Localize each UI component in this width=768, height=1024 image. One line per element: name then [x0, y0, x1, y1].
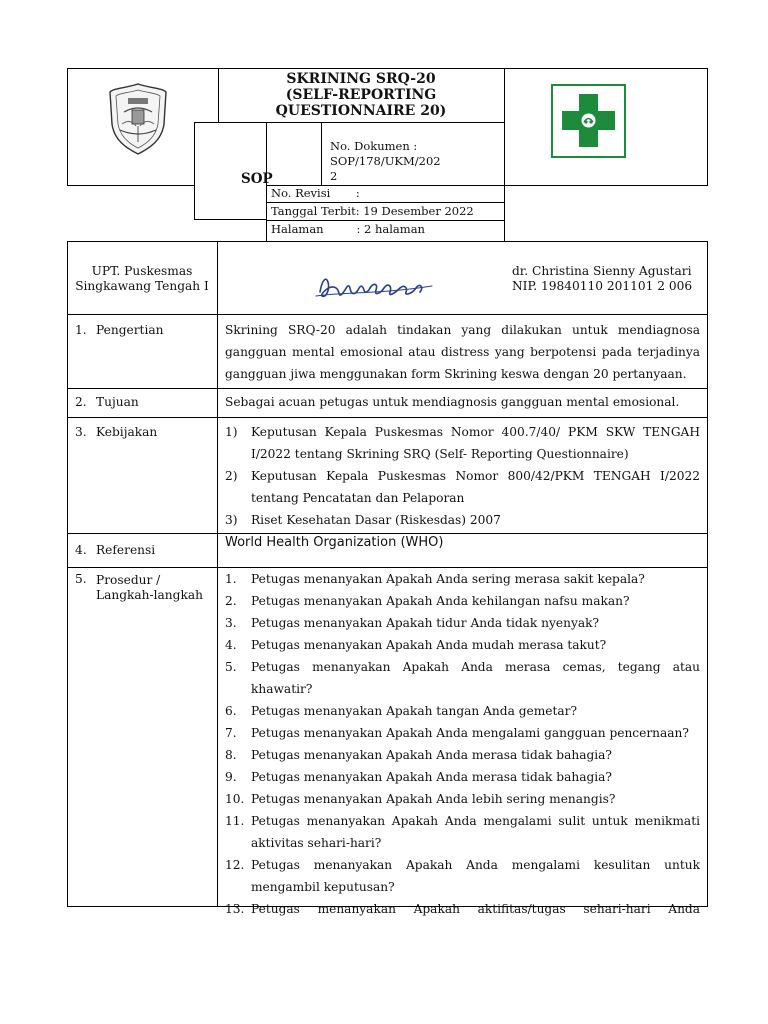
issue-date: Tanggal Terbit: 19 Desember 2022: [271, 204, 474, 218]
title-line-1: SKRINING SRQ-20: [286, 71, 436, 87]
list-item: [225, 744, 700, 766]
doc-number-value-cont: 2: [330, 169, 338, 183]
list-item: [225, 700, 700, 722]
list-item-text: Petugas menanyakan Apakah aktifitas/tugas sehari-hari Anda: [251, 902, 700, 916]
doc-number-label: No. Dokumen :: [330, 139, 418, 153]
section-5-label-line-1: Prosedur /: [96, 573, 161, 587]
list-item-text: Petugas menanyakan Apakah Anda mengalami gangguan pencernaan?: [251, 726, 689, 740]
list-item: [225, 788, 700, 810]
list-item: [225, 854, 700, 898]
list-item-text: Petugas menanyakan Apakah Anda lebih sering menangis?: [251, 792, 616, 806]
signer-nip: NIP. 19840110 201101 2 006: [512, 279, 693, 293]
organization-line-1: UPT. Puskesmas: [91, 264, 193, 278]
section-3-number: 3.: [75, 425, 87, 439]
list-item: [225, 656, 700, 700]
list-item-text: Petugas menanyakan Apakah Anda merasa cemas, tegang atau khawatir?: [251, 660, 700, 696]
list-item-text: Petugas menanyakan Apakah Anda kehilangan nafsu makan?: [251, 594, 630, 608]
organization-name: [67, 264, 217, 294]
list-item-text: Petugas menanyakan Apakah tidur Anda tidak nyenyak?: [251, 616, 600, 630]
section-5-number: 5.: [75, 572, 87, 586]
title-line-2: (SELF-REPORTING: [285, 87, 437, 104]
list-item-text: Petugas menanyakan Apakah Anda mengalami kesulitan untuk mengambil keputusan?: [251, 858, 700, 894]
list-item-number: 11.: [225, 814, 245, 828]
signer-name: dr. Christina Sienny Agustari: [512, 264, 692, 278]
list-item-number: 6.: [225, 704, 237, 718]
section-5-label: [96, 573, 203, 603]
list-item: [225, 421, 700, 465]
section-2-number: 2.: [75, 395, 87, 409]
list-item: [225, 612, 700, 634]
puskesmas-cross-icon: [551, 84, 626, 158]
section-4-number: 4.: [75, 543, 87, 557]
list-item-text: Keputusan Kepala Puskesmas Nomor 800/42/PKM TENGAH I/2022 tentang Pencatatan dan Pelaporan: [251, 469, 700, 505]
list-item-number: 7.: [225, 726, 237, 740]
organization-line-2: Singkawang Tengah I: [75, 279, 209, 293]
doc-number-value: SOP/178/UKM/202: [330, 154, 441, 168]
procedure-list-clip: [218, 568, 707, 916]
regional-emblem-icon: [106, 82, 170, 156]
list-item-number: 2): [225, 469, 238, 483]
signature: [312, 262, 442, 306]
list-item-text: Petugas menanyakan Apakah Anda sering merasa sakit kepala?: [251, 572, 645, 586]
document-title: [218, 71, 504, 119]
list-item-text: Petugas menanyakan Apakah Anda mudah merasa takut?: [251, 638, 607, 652]
list-item: [225, 634, 700, 656]
sop-label: SOP: [241, 171, 273, 187]
section-4-label: Referensi: [96, 543, 156, 557]
section-1-text: Skrining SRQ-20 adalah tindakan yang dilakukan untuk mendiagnosa gangguan mental emosional atau distress yang berpotensi pada terjadinya gangguan jiwa menggunakan form Skrining keswa dengan 20 pertanyaan.: [225, 323, 700, 381]
procedure-list: [225, 568, 700, 920]
title-line-3: QUESTIONNAIRE 20): [275, 103, 447, 120]
policy-list: [225, 421, 700, 531]
list-item: [225, 766, 700, 788]
list-item-number: 1): [225, 425, 238, 439]
list-item-text: Petugas menanyakan Apakah Anda merasa tidak bahagia?: [251, 770, 612, 784]
list-item-number: 13.: [225, 902, 245, 916]
signer-block: [512, 264, 692, 294]
list-item-text: Riset Kesehatan Dasar (Riskesdas) 2007: [251, 513, 501, 527]
section-2-text: Sebagai acuan petugas untuk mendiagnosis gangguan mental emosional.: [225, 395, 680, 409]
section-2-label: Tujuan: [96, 395, 139, 409]
list-item-text: Petugas menanyakan Apakah Anda mengalami sulit untuk menikmati aktivitas sehari-hari?: [251, 814, 700, 850]
list-item-text: Petugas menanyakan Apakah tangan Anda gemetar?: [251, 704, 578, 718]
list-item-number: 9.: [225, 770, 237, 784]
list-item: [225, 590, 700, 612]
list-item-text: Keputusan Kepala Puskesmas Nomor 400.7/40/ PKM SKW TENGAH I/2022 tentang Skrining SRQ (Self- Reporting Questionnaire): [251, 425, 700, 461]
revision-number: No. Revisi :: [271, 186, 360, 200]
section-1-label: Pengertian: [96, 323, 164, 337]
list-item-number: 5.: [225, 660, 237, 674]
list-item-number: 3): [225, 513, 238, 527]
list-item-number: 2.: [225, 594, 237, 608]
list-item-number: 4.: [225, 638, 237, 652]
list-item: [225, 509, 700, 531]
section-1-number: 1.: [75, 323, 87, 337]
section-5-label-line-2: Langkah-langkah: [96, 588, 203, 602]
list-item-text: Petugas menanyakan Apakah Anda merasa tidak bahagia?: [251, 748, 612, 762]
list-item: [225, 568, 700, 590]
list-item: [225, 465, 700, 509]
list-item: [225, 810, 700, 854]
list-item-number: 1.: [225, 572, 237, 586]
list-item-number: 8.: [225, 748, 237, 762]
list-item-number: 3.: [225, 616, 237, 630]
list-item: [225, 722, 700, 744]
section-4-text: World Health Organization (WHO): [225, 535, 444, 550]
list-item: [225, 898, 700, 920]
section-3-label: Kebijakan: [96, 425, 158, 439]
list-item-number: 10.: [225, 792, 245, 806]
page-count: Halaman : 2 halaman: [271, 222, 425, 236]
list-item-number: 12.: [225, 858, 245, 872]
